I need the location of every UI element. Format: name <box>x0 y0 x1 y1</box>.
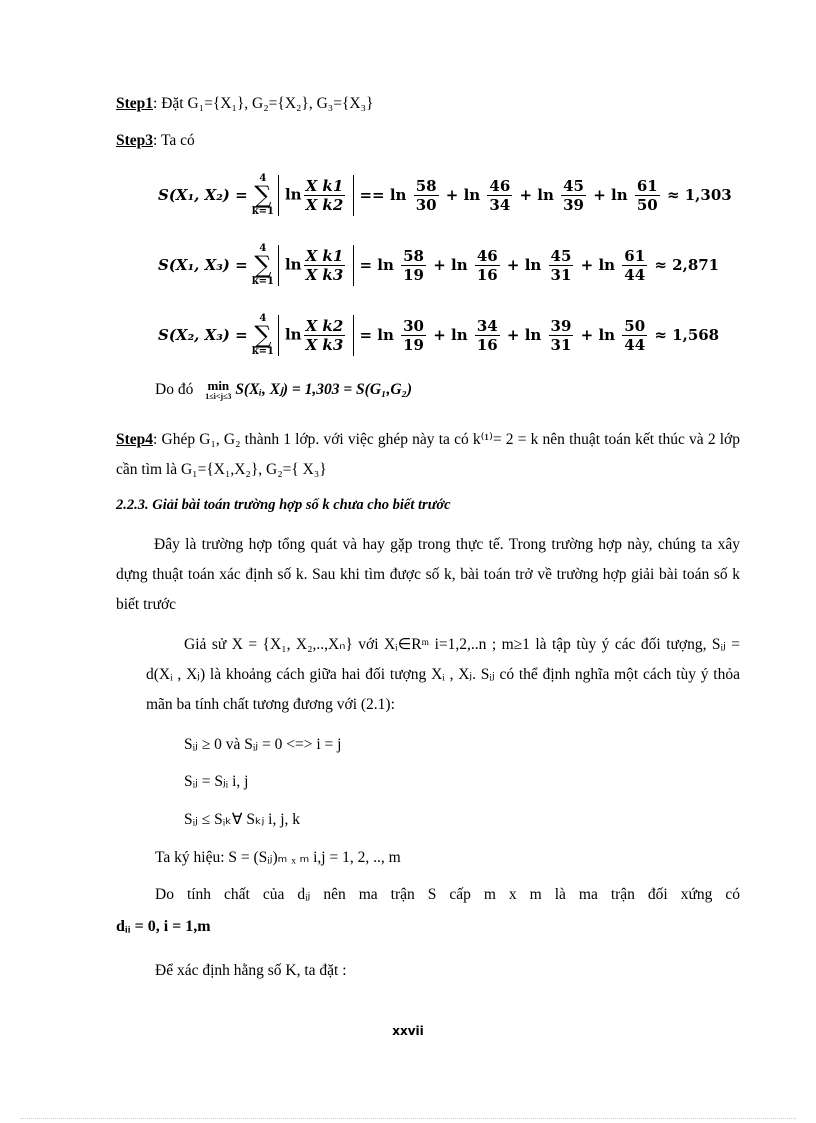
ln-label: ln <box>451 256 473 274</box>
ln-fraction <box>304 177 346 214</box>
ln-denominator: X k3 <box>305 265 344 284</box>
plus-sign: + <box>427 256 451 274</box>
ln-label: ln <box>524 256 547 274</box>
sum-symbol <box>252 243 274 287</box>
equation-result: ≈ 1,303 <box>661 186 732 204</box>
plus-sign: + <box>440 186 464 204</box>
ln-label: ln <box>463 186 486 204</box>
plus-sign: + <box>514 186 538 204</box>
ln-label: ln <box>611 186 633 204</box>
term-numerator: 39 <box>550 316 572 335</box>
page-number: xxvii <box>392 1024 424 1038</box>
sum-symbol <box>252 313 274 357</box>
property-1: Sᵢⱼ ≥ 0 và Sᵢⱼ = 0 <=> i = j <box>184 736 342 753</box>
ln-label: ln <box>524 326 547 344</box>
sigma-icon: ∑ <box>254 321 272 349</box>
absolute-value <box>278 245 354 286</box>
term-fraction <box>414 177 439 214</box>
ln-label: ln <box>598 256 621 274</box>
conclusion-line <box>155 380 412 401</box>
paragraph-symmetric: Do tính chất của dᵢⱼ nên ma trận S cấp m x m là ma trận đối xứng có <box>155 886 740 903</box>
step4-paragraph <box>116 425 740 485</box>
term-numerator: 50 <box>624 316 646 335</box>
sum-lower: k=1 <box>251 346 274 357</box>
equation-2 <box>158 243 719 287</box>
sum-lower: k=1 <box>251 276 274 287</box>
ln-denominator: X k3 <box>305 335 344 354</box>
step1-label: Step1 <box>116 95 154 112</box>
ln-label: ln <box>389 186 412 204</box>
term-denominator: 16 <box>476 265 498 284</box>
term-denominator: 16 <box>476 335 498 354</box>
term-numerator: 58 <box>415 176 437 195</box>
term-denominator: 44 <box>624 265 646 284</box>
plus-sign: + <box>501 256 525 274</box>
ln-label: ln <box>451 326 473 344</box>
term-denominator: 19 <box>403 335 424 354</box>
step4-text: : Ghép G₁, G₂ thành 1 lớp. với việc ghép này ta có k⁽¹⁾= 2 = k nên thuật toán kết thúc và 2 lớp cần tìm là G₁={X₁,X₂}, G₂={ X₃} <box>116 431 740 478</box>
ln-numerator: X k2 <box>305 316 344 335</box>
term-denominator: 30 <box>415 195 437 214</box>
term-denominator: 34 <box>489 195 511 214</box>
term-numerator: 30 <box>403 316 424 335</box>
ln-label: ln <box>284 185 302 203</box>
section-heading: 2.2.3. Giải bài toán trường hợp số k chưa cho biết trước <box>116 497 451 513</box>
step3-line <box>116 132 195 150</box>
paragraph-define-k: Để xác định hằng số K, ta đặt : <box>155 962 347 979</box>
ln-fraction <box>304 317 346 354</box>
property-2: Sᵢⱼ = Sⱼᵢ i, j <box>184 773 249 790</box>
term-numerator: 61 <box>636 176 658 195</box>
notation-line: Ta ký hiệu: S = (Sᵢⱼ)ₘ ₓ ₘ i,j = 1, 2, .., m <box>155 849 401 866</box>
term-fraction <box>622 317 647 354</box>
term-numerator: 61 <box>624 246 646 265</box>
diagonal-condition: dᵢᵢ = 0, i = 1,m <box>116 918 211 935</box>
ln-label: ln <box>598 326 621 344</box>
term-numerator: 45 <box>550 246 572 265</box>
ln-numerator: X k1 <box>305 246 344 265</box>
absolute-value <box>278 175 354 216</box>
step4-label: Step4 <box>116 431 154 448</box>
term-fraction <box>549 247 574 284</box>
plus-sign: + <box>588 186 612 204</box>
ln-numerator: X k1 <box>305 176 344 195</box>
term-numerator: 46 <box>489 176 511 195</box>
term-denominator: 31 <box>550 335 572 354</box>
equation-lhs: S(X₁, X₂) = <box>158 186 248 204</box>
ln-denominator: X k2 <box>305 195 344 214</box>
term-fraction <box>561 177 586 214</box>
min-operator: min <box>207 378 230 393</box>
paragraph-general-case: Đây là trường hợp tổng quát và hay gặp trong thực tế. Trong trường hợp này, chúng ta xây dựng thuật toán xác định số k. Sau khi tìm được số k, bài toán trở về trường hợp giải bài toán số k biết trước <box>116 536 740 613</box>
term-numerator: 46 <box>476 246 498 265</box>
plus-sign: + <box>575 256 599 274</box>
plus-sign: + <box>501 326 525 344</box>
paragraph-assumption: Giả sử X = {X₁, X₂,..,Xₙ} với Xᵢ∈Rᵐ i=1,2,..n ; m≥1 là tập tùy ý các đối tượng, Sᵢⱼ = d(Xᵢ , Xⱼ) là khoảng cách giữa hai đối tượng Xᵢ , Xⱼ. Sᵢⱼ có thể định nghĩa một cách tùy ý thỏa mãn ba tính chất tương đương với (2.1): <box>146 636 740 713</box>
page-edge <box>20 1118 796 1119</box>
equals-sign: = <box>354 326 378 344</box>
sum-symbol <box>252 173 274 217</box>
equals-sign: == <box>354 186 390 204</box>
step3-label: Step3 <box>116 132 154 149</box>
term-fraction <box>401 247 426 284</box>
step1-text: : Đặt G₁={X₁}, G₂={X₂}, G₃={X₃} <box>153 95 374 112</box>
equation-result: ≈ 1,568 <box>649 326 720 344</box>
equation-1 <box>158 173 732 217</box>
step3-text: : Ta có <box>153 132 195 149</box>
term-fraction <box>475 247 500 284</box>
term-fraction <box>487 177 512 214</box>
sum-upper: 4 <box>259 313 267 324</box>
ln-label: ln <box>377 326 400 344</box>
plus-sign: + <box>575 326 599 344</box>
equation-result: ≈ 2,871 <box>649 256 720 274</box>
term-numerator: 58 <box>403 246 424 265</box>
ln-label: ln <box>377 256 400 274</box>
sigma-icon: ∑ <box>254 181 272 209</box>
sum-upper: 4 <box>259 173 267 184</box>
conclusion-prefix: Do đó <box>155 381 194 399</box>
sum-lower: k=1 <box>251 206 274 217</box>
equation-3 <box>158 313 719 357</box>
step1-line <box>116 95 373 113</box>
term-numerator: 45 <box>563 176 584 195</box>
term-fraction <box>635 177 660 214</box>
equals-sign: = <box>354 256 378 274</box>
term-denominator: 31 <box>550 265 572 284</box>
term-fraction <box>549 317 574 354</box>
min-subscript: 1≤i<j≤3 <box>205 392 232 401</box>
term-denominator: 19 <box>403 265 424 284</box>
ln-label: ln <box>537 186 560 204</box>
equation-lhs: S(X₁, X₃) = <box>158 256 248 274</box>
equation-lhs: S(X₂, X₃) = <box>158 326 248 344</box>
sum-upper: 4 <box>259 243 267 254</box>
term-denominator: 44 <box>624 335 646 354</box>
ln-fraction <box>304 247 346 284</box>
term-denominator: 39 <box>563 195 584 214</box>
term-fraction <box>401 317 426 354</box>
property-3: Sᵢⱼ ≤ Sᵢₖ∀ Sₖⱼ i, j, k <box>184 811 301 828</box>
ln-label: ln <box>284 255 302 273</box>
absolute-value <box>278 315 354 356</box>
ln-label: ln <box>284 325 302 343</box>
term-fraction <box>475 317 500 354</box>
sigma-icon: ∑ <box>254 251 272 279</box>
term-denominator: 50 <box>636 195 658 214</box>
conclusion-expression: S(Xᵢ, Xⱼ) = 1,303 = S(G₁,G₂) <box>235 381 413 399</box>
plus-sign: + <box>427 326 451 344</box>
term-numerator: 34 <box>476 316 498 335</box>
term-fraction <box>622 247 647 284</box>
